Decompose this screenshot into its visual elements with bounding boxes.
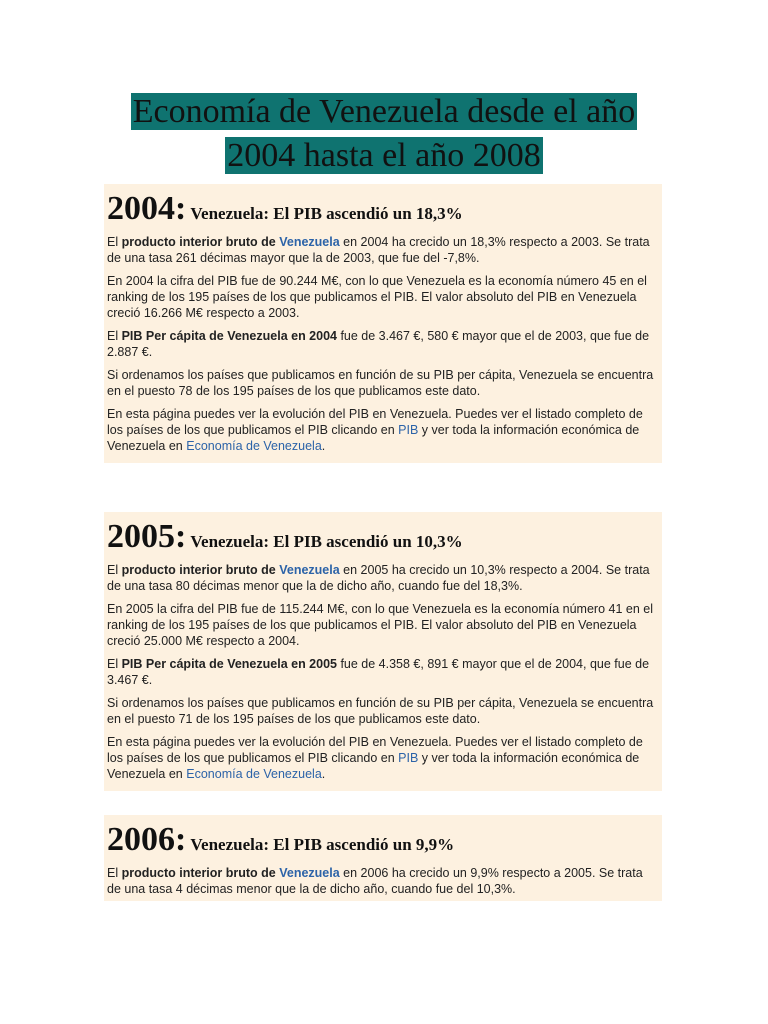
pib-link[interactable]: PIB [398,423,419,437]
text: y ver toda la información económica de Venezuela en [107,751,640,781]
text: y ver toda la información económica de Venezuela en [107,423,640,453]
text: fue de 4.358 €, 891 € mayor que el de 2004, que fue de 3.467 €. [107,657,650,687]
text: El [107,329,122,343]
page-title [0,90,768,178]
venezuela-link[interactable]: Venezuela [279,235,340,249]
bold-text: producto interior bruto de [121,235,280,249]
paragraph-growth [107,562,660,594]
paragraph-ranking: Si ordenamos los países que publicamos en función de su PIB per cápita, Venezuela se encuentra en el puesto 71 de los 195 países de los que publicamos este dato. [107,696,654,726]
text: El [107,866,122,880]
section-heading [107,518,660,556]
text: en 2004 ha crecido un 18,3% respecto a 2003. Se trata de una tasa 261 décimas mayor que la de 2003, que fue del -7,8%. [107,235,650,265]
paragraph-gdp-value: En 2005 la cifra del PIB fue de 115.244 M€, con lo que Venezuela es la economía número 41 en el ranking de los 195 países de los que publicamos el PIB. El valor absoluto del PIB en Venezuela creció 25.000 M€ respecto a 2004. [107,602,653,648]
section-subtitle: Venezuela: El PIB ascendió un 10,3% [190,532,463,551]
paragraph-ranking: Si ordenamos los países que publicamos en función de su PIB per cápita, Venezuela se encuentra en el puesto 78 de los 195 países de los que publicamos este dato. [107,368,654,398]
text: El [107,563,122,577]
text: . [321,439,326,453]
bold-text: producto interior bruto de [121,563,280,577]
venezuela-link[interactable]: Venezuela [279,563,340,577]
section-2005 [104,512,662,791]
paragraph-gdp-value: En 2004 la cifra del PIB fue de 90.244 M€, con lo que Venezuela es la economía número 45 en el ranking de los 195 países de los que publicamos el PIB. El valor absoluto del PIB en Venezuela creció 16.266 M€ respecto a 2003. [107,274,647,320]
pib-link[interactable]: PIB [398,751,419,765]
section-year: 2006: [107,821,187,858]
text: En esta página puedes ver la evolución del PIB en Venezuela. Puedes ver el listado completo de los países de los que publicamos el PIB clicando en [107,407,643,437]
paragraph-per-capita [107,328,660,360]
title-line-1: Economía de Venezuela desde el año [132,93,636,130]
text: . [321,767,326,781]
paragraph-growth [107,865,660,897]
venezuela-link[interactable]: Venezuela [279,866,340,880]
bold-text: producto interior bruto de [121,866,280,880]
text: en 2005 ha crecido un 10,3% respecto a 2004. Se trata de una tasa 80 décimas menor que la de dicho año, cuando fue del 18,3%. [107,563,650,593]
text: en 2006 ha crecido un 9,9% respecto a 2005. Se trata de una tasa 4 décimas menor que la de dicho año, cuando fue del 10,3%. [107,866,643,896]
paragraph-links [107,406,660,454]
section-year: 2004: [107,190,187,227]
section-2006 [104,815,662,901]
paragraph-growth [107,234,660,266]
text: El [107,235,122,249]
title-line-2: 2004 hasta el año 2008 [227,137,541,174]
economia-link[interactable]: Economía de Venezuela [186,767,322,781]
economia-link[interactable]: Economía de Venezuela [186,439,322,453]
section-heading [107,821,660,859]
section-subtitle: Venezuela: El PIB ascendió un 18,3% [190,204,463,223]
section-subtitle: Venezuela: El PIB ascendió un 9,9% [190,835,455,854]
text: fue de 3.467 €, 580 € mayor que el de 2003, que fue de 2.887 €. [107,329,650,359]
text: En esta página puedes ver la evolución del PIB en Venezuela. Puedes ver el listado completo de los países de los que publicamos el PIB clicando en [107,735,643,765]
bold-text: PIB Per cápita de Venezuela en 2005 [121,657,337,671]
section-2004 [104,184,662,463]
section-year: 2005: [107,518,187,555]
bold-text: PIB Per cápita de Venezuela en 2004 [121,329,337,343]
paragraph-per-capita [107,656,660,688]
section-heading [107,190,660,228]
text: El [107,657,122,671]
paragraph-links [107,734,660,782]
